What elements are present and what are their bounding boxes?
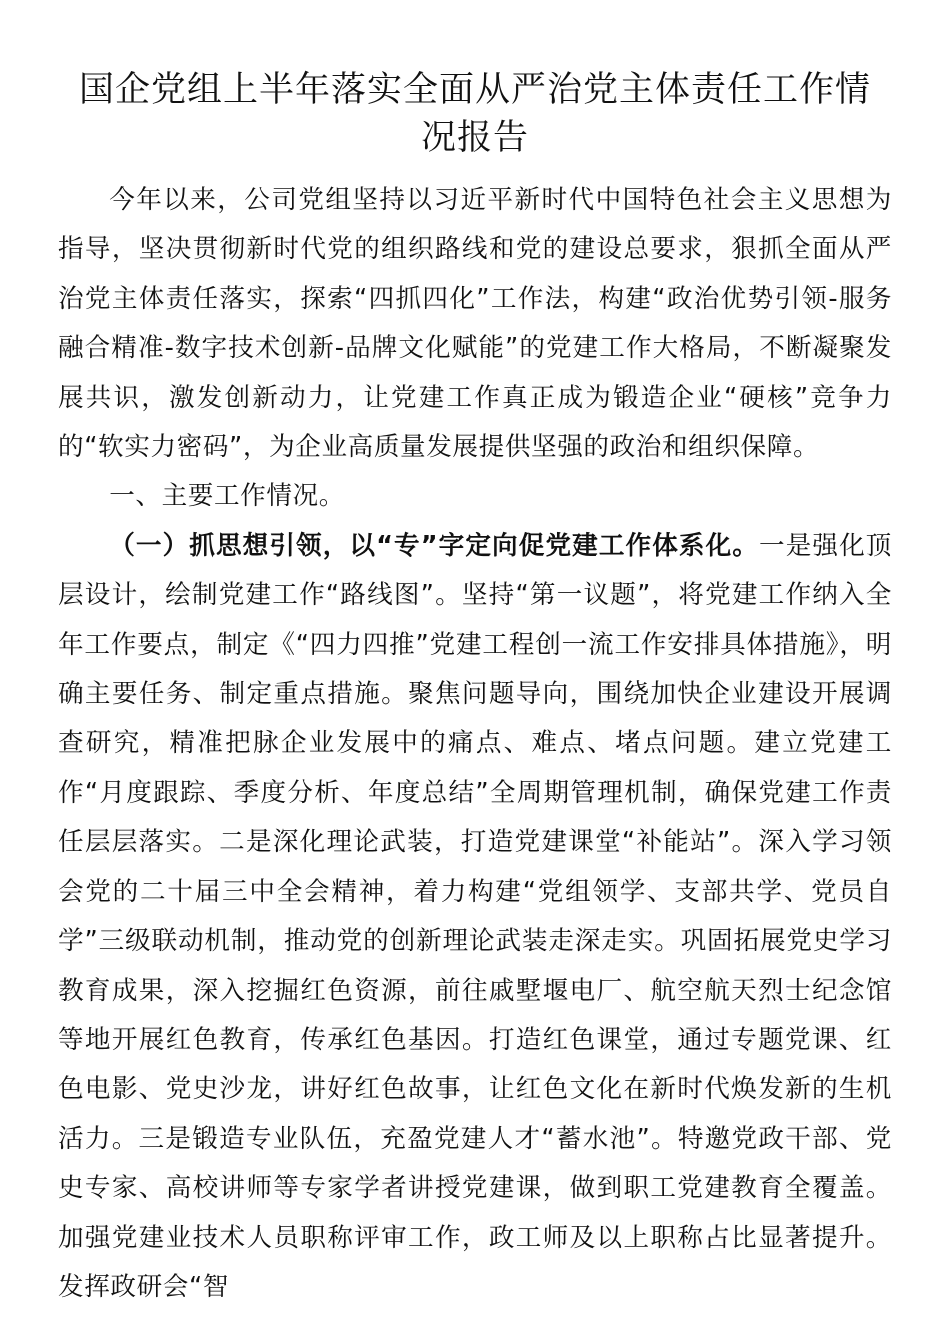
section-heading: 一、主要工作情况。: [109, 481, 345, 512]
subsection-lead: （一）抓思想引领，以“专”字定向促党建工作体系化。: [109, 530, 759, 561]
subsection-body: 一是强化顶层设计，绘制党建工作“路线图”。坚持“第一议题”，将党建工作纳入全年工作要点，制定《“四力四推”党建工程创一流工作安排具体措施》，明确主要任务、制定重点措施。聚焦问题导向，围绕加快企业建设开展调查研究，精准把脉企业发展中的痛点、难点、堵点问题。建立党建工作“月度跟踪、季度分析、年度总结”全周期管理机制，确保党建工作责任层层落实。二是深化理论武装，打造党建课堂“补能站”。深入学习领会党的二十届三中全会精神，着力构建“党组领学、支部共学、党员自学”三级联动机制，推动党的创新理论武装走深走实。巩固拓展党史学习教育成果，深入挖掘红色资源，前往戚墅堰电厂、航空航天烈士纪念馆等地开展红色教育，传承红色基因。打造红色课堂，通过专题党课、红色电影、党史沙龙，讲好红色故事，让红色文化在新时代焕发新的生机活力。三是锻造专业队伍，充盈党建人才“蓄水池”。特邀党政干部、党史专家、高校讲师等专家学者讲授党建课，做到职工党建教育全覆盖。加强党建业技术人员职称评审工作，政工师及以上职称占比显著提升。发挥政研会“智: [58, 530, 892, 1302]
intro-paragraph: 今年以来，公司党组坚持以习近平新时代中国特色社会主义思想为指导，坚决贯彻新时代党的组织路线和党的建设总要求，狠抓全面从严治党主体责任落实，探索“四抓四化”工作法，构建“政治优势引领-服务融合精准-数字技术创新-品牌文化赋能”的党建工作大格局，不断凝聚发展共识，激发创新动力，让党建工作真正成为锻造企业“硬核”竞争力的“软实力密码”，为企业高质量发展提供坚强的政治和组织保障。: [58, 185, 892, 463]
document-title: 国企党组上半年落实全面从严治党主体责任工作情况报告: [78, 70, 871, 158]
subsection-paragraph: [58, 522, 892, 1313]
